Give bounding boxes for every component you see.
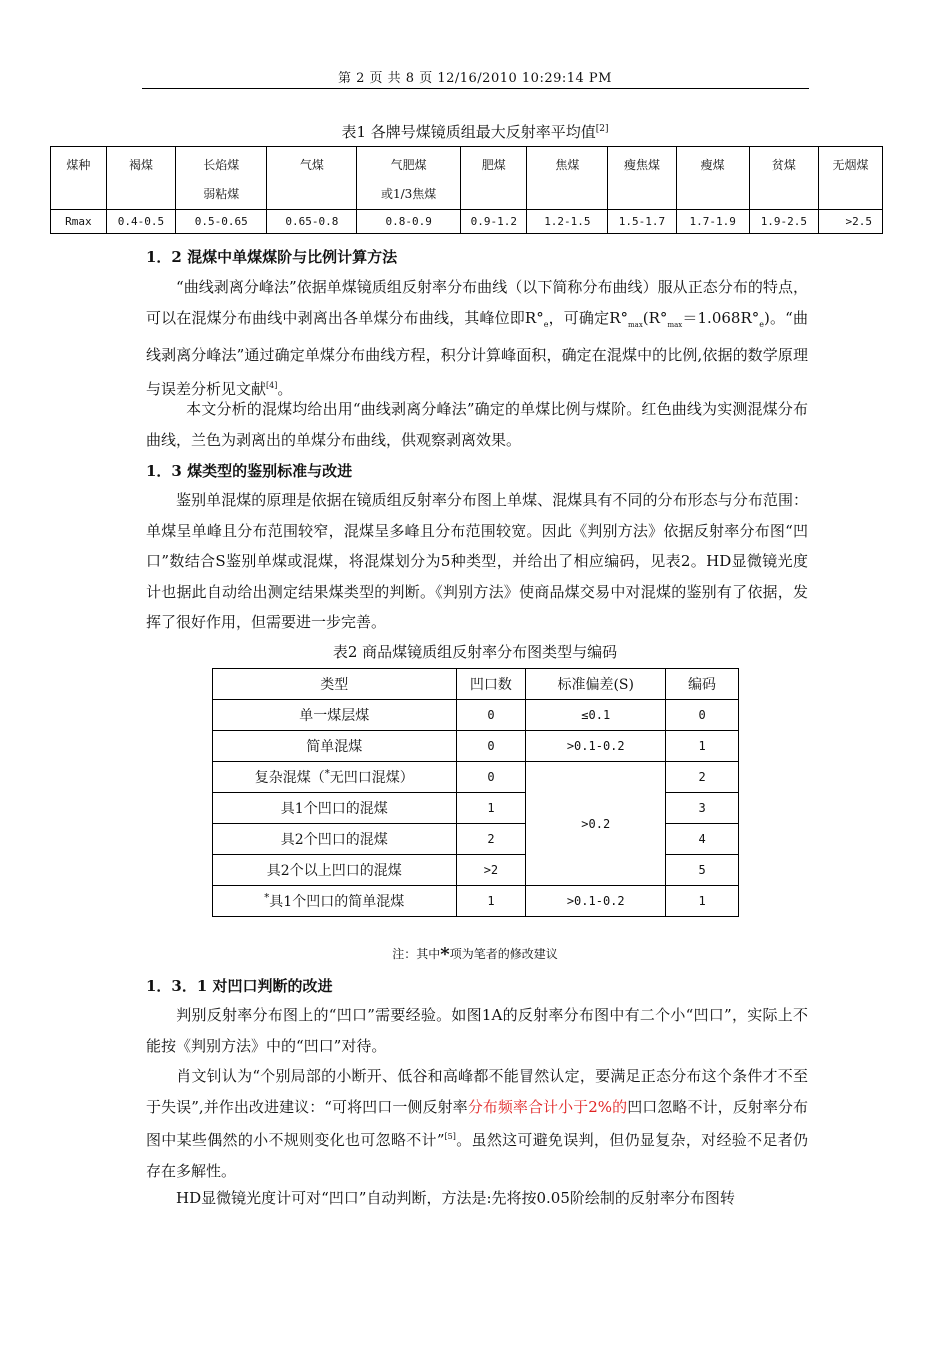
p5-highlight: 分布频率合计小于2%的 xyxy=(467,1097,628,1116)
table-cell: 0 xyxy=(666,700,739,731)
table-cell: 简单混煤 xyxy=(213,731,457,762)
table-cell: >0.1-0.2 xyxy=(526,886,666,917)
p1-f: 。 xyxy=(277,379,293,398)
p5-b: 凹口忽略不计，反射率分布图中某些偶然的小不规则变化也可忽略不计” xyxy=(146,1097,808,1149)
paragraph-xiao-suggestion xyxy=(146,1061,808,1186)
paragraph-hd-photometer xyxy=(146,1183,808,1214)
p1-d: ＝1.068R° xyxy=(682,308,760,327)
table1-header-cell: 长焰煤 弱粘煤 xyxy=(176,147,267,210)
note-star: * xyxy=(440,944,450,965)
table-cell: 具1个凹口的混煤 xyxy=(213,793,457,824)
table1-value-cell: >2.5 xyxy=(819,210,883,234)
table1-header-cell: 瘦煤 xyxy=(676,147,749,210)
table1-caption-text: 表1 各牌号煤镜质组最大反射率平均值 xyxy=(341,123,596,141)
p1-b: ，可确定R° xyxy=(548,308,629,327)
table-cell: 单一煤层煤 xyxy=(213,700,457,731)
table-cell xyxy=(213,886,457,917)
section-1-3-title: 1．3 煤类型的鉴别标准与改进 xyxy=(146,462,353,480)
cell-text: 具1个凹口的简单混煤 xyxy=(269,894,405,910)
table-cell: 1 xyxy=(456,886,526,917)
table1-header-cell: 褐煤 xyxy=(106,147,175,210)
table1-value-cell: 1.9-2.5 xyxy=(749,210,818,234)
table-row xyxy=(213,700,739,731)
table-cell: 2 xyxy=(666,762,739,793)
table-cell-merged-sd: >0.2 xyxy=(526,762,666,886)
table-cell: >0.1-0.2 xyxy=(526,731,666,762)
table-cell: ≤0.1 xyxy=(526,700,666,731)
table2-header-notches: 凹口数 xyxy=(456,669,526,700)
table-cell: 4 xyxy=(666,824,739,855)
table2-header-sd: 标准偏差(S) xyxy=(526,669,666,700)
modification-star: * xyxy=(264,892,270,904)
table-cell: 0 xyxy=(456,731,526,762)
table-cell xyxy=(213,762,457,793)
section-1-2-title: 1．2 混煤中单煤煤阶与比例计算方法 xyxy=(146,248,398,266)
table1-value-cell: 0.5-0.65 xyxy=(176,210,267,234)
p1-sub3: max xyxy=(667,320,683,329)
paragraph-notch-judgement xyxy=(146,1000,808,1061)
p5-c: 。虽然这可避免误判，但仍显复杂，对经验不足者仍存在多解性。 xyxy=(146,1131,808,1180)
table1-caption-ref: [2] xyxy=(595,124,609,134)
table1-value-cell: 1.2-1.5 xyxy=(527,210,608,234)
table1-header-cell: 煤种 xyxy=(51,147,107,210)
table-cell: 1 xyxy=(456,793,526,824)
table1-header-cell: 肥煤 xyxy=(461,147,527,210)
table-row xyxy=(213,762,739,793)
table-cell: 2 xyxy=(456,824,526,855)
table2-header-row xyxy=(213,669,739,700)
table2-caption: 表2 商品煤镜质组反射率分布图类型与编码 xyxy=(332,643,618,661)
table-cell: 1 xyxy=(666,731,739,762)
table2-header-code: 编码 xyxy=(666,669,739,700)
table-cell: 3 xyxy=(666,793,739,824)
table-cell: 5 xyxy=(666,855,739,886)
table-row xyxy=(213,731,739,762)
table1-header-cell: 瘦焦煤 xyxy=(608,147,676,210)
header-divider xyxy=(142,88,809,89)
p5-ref: [5] xyxy=(444,1132,456,1141)
table-cell: 1 xyxy=(666,886,739,917)
table2 xyxy=(212,668,739,917)
page-header: 第 2 页 共 8 页 12/16/2010 10:29:14 PM xyxy=(338,71,612,86)
paragraph-identification-principle xyxy=(146,485,808,638)
table-cell: 0 xyxy=(456,762,526,793)
paragraph-analysis-note xyxy=(146,394,808,455)
p1-c: (R° xyxy=(642,308,668,327)
p1-a: “曲线剥离分峰法”依据单煤镜质组反射率分布曲线（以下简称分布曲线）服从正态分布的特点，可以在混煤分布曲线中剥离出各单煤分布曲线，其峰位即R° xyxy=(146,278,808,327)
p1-sub4: e xyxy=(759,319,764,329)
table1-header-cell: 无烟煤 xyxy=(819,147,883,210)
p1-sub2: max xyxy=(628,320,643,329)
table1-value-cell: Rmax xyxy=(51,210,107,234)
table1-value-row xyxy=(51,210,883,234)
table1-header-cell: 贫煤 xyxy=(749,147,818,210)
note-post: 项为笔者的修改建议 xyxy=(449,947,558,961)
p6-text: HD显微镜光度计可对“凹口”自动判断，方法是:先将按0.05阶绘制的反射率分布图转 xyxy=(176,1189,735,1207)
table1-value-cell: 0.8-0.9 xyxy=(357,210,461,234)
table1-caption xyxy=(0,121,950,142)
note-pre: 注：其中 xyxy=(392,947,441,961)
modification-star: * xyxy=(324,768,330,780)
section-1-3-1-title: 1．3．1 对凹口判断的改进 xyxy=(146,977,333,995)
p1-e: )。“曲线剥离分峰法”通过确定单煤分布曲线方程，积分计算峰面积，确定在混煤中的比例,依据的数学原理与误差分析见文献 xyxy=(146,308,808,398)
p1-ref: [4] xyxy=(266,380,278,390)
p3-text: 鉴别单混煤的原理是依据在镜质组反射率分布图上单煤、混煤具有不同的分布形态与分布范围：单煤呈单峰且分布范围较窄，混煤呈多峰且分布范围较宽。因此《判别方法》依据反射率分布图“凹口”数结合S鉴别单煤或混煤，将混煤划分为5种类型，并给出了相应编码，见表2。HD显微镜光度计也据此自动给出测定结果煤类型的判断。《判别方法》使商品煤交易中对混煤的鉴别有了依据，发挥了很好作用，但需要进一步完善。 xyxy=(146,491,808,631)
p1-sub1: e xyxy=(543,319,549,329)
table1-header-cell: 气肥煤 或1/3焦煤 xyxy=(357,147,461,210)
cell-text: 复杂混煤（ xyxy=(254,770,325,786)
p4-text: 判别反射率分布图上的“凹口”需要经验。如图1A的反射率分布图中有二个小“凹口”，实际上不能按《判别方法》中的“凹口”对待。 xyxy=(146,1006,808,1055)
table-row xyxy=(213,886,739,917)
table1-value-cell: 1.5-1.7 xyxy=(608,210,676,234)
table-cell: 具2个以上凹口的混煤 xyxy=(213,855,457,886)
cell-text: 无凹口混煤） xyxy=(329,770,414,786)
table-cell: 具2个凹口的混煤 xyxy=(213,824,457,855)
table-cell: 0 xyxy=(456,700,526,731)
p2-text: 本文分析的混煤均给出用“曲线剥离分峰法”确定的单煤比例与煤阶。红色曲线为实测混煤分布曲线，兰色为剥离出的单煤分布曲线，供观察剥离效果。 xyxy=(146,400,808,449)
table1-value-cell: 1.7-1.9 xyxy=(676,210,749,234)
table1-value-cell: 0.9-1.2 xyxy=(461,210,527,234)
table1-header-row xyxy=(51,147,883,210)
table1-value-cell: 0.4-0.5 xyxy=(106,210,175,234)
table1-header-cell: 气煤 xyxy=(267,147,357,210)
table1 xyxy=(50,146,883,234)
table-cell: >2 xyxy=(456,855,526,886)
table1-header-cell: 焦煤 xyxy=(527,147,608,210)
table1-value-cell: 0.65-0.8 xyxy=(267,210,357,234)
table2-header-type: 类型 xyxy=(213,669,457,700)
table2-note xyxy=(0,944,950,965)
paragraph-curve-peeling xyxy=(146,272,808,404)
p5-a: 肖文钊认为“个别局部的小断开、低谷和高峰都不能冒然认定，要满足正态分布这个条件才不至于失误”,并作出改进建议：“可将凹口一侧反射率 xyxy=(146,1067,808,1116)
